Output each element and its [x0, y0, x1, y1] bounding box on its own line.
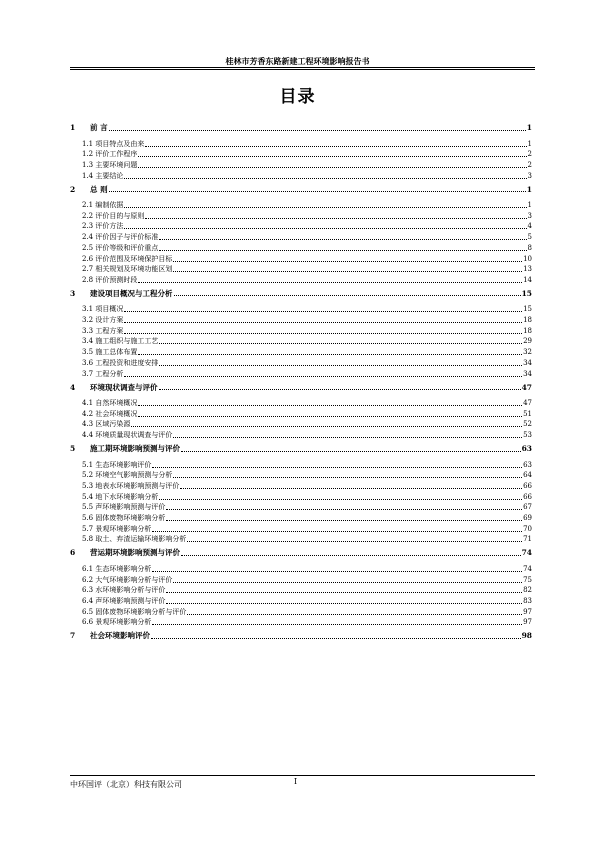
section-page-number: 70 — [523, 524, 532, 533]
leader-dots — [166, 602, 522, 604]
toc-section-entry[interactable] — [70, 338, 532, 345]
toc-chapter-entry[interactable] — [70, 384, 532, 392]
section-title: 1.2 评价工作程序 — [82, 150, 138, 159]
leader-dots — [173, 270, 522, 272]
chapter-label — [70, 290, 173, 298]
section-page-number: 2 — [527, 150, 532, 159]
chapter-number: 5 — [70, 444, 76, 454]
page-title: 目录 — [279, 87, 316, 107]
leader-dots — [109, 190, 526, 192]
toc-section-entry[interactable] — [70, 400, 532, 407]
chapter-title: 社会环境影响评价 — [90, 631, 150, 641]
toc-section-entry[interactable] — [70, 371, 532, 378]
chapter-label — [70, 384, 158, 392]
leader-dots — [124, 206, 526, 208]
section-title: 2.4 评价因子与评价标准 — [82, 233, 159, 242]
table-of-contents — [70, 120, 532, 649]
section-title: 5.4 地下水环境影响分析 — [82, 492, 159, 501]
toc-section-entry[interactable] — [70, 234, 532, 241]
chapter-title: 前 言 — [90, 123, 108, 132]
toc-section-entry[interactable] — [70, 245, 532, 252]
toc-section-entry[interactable] — [70, 317, 532, 324]
leader-dots — [159, 364, 522, 366]
chapter-label — [70, 445, 180, 453]
section-title: 4.2 社会环境概况 — [82, 409, 138, 418]
chapter-number: 7 — [70, 631, 76, 641]
section-page-number: 32 — [523, 348, 532, 357]
toc-section-entry[interactable] — [70, 306, 532, 313]
leader-dots — [138, 415, 522, 417]
section-page-number: 63 — [523, 460, 532, 469]
section-page-number: 1 — [527, 201, 532, 210]
leader-dots — [166, 508, 522, 510]
section-title: 3.1 项目概况 — [82, 305, 124, 314]
section-page-number: 51 — [523, 409, 532, 418]
chapter-title: 建设项目概况与工程分析 — [90, 288, 173, 298]
toc-section-entry[interactable] — [70, 494, 532, 501]
leader-dots — [166, 519, 522, 521]
chapter-page-number: 1 — [526, 184, 532, 194]
section-page-number: 4 — [527, 222, 532, 231]
section-page-number: 66 — [523, 492, 532, 501]
section-page-number: 18 — [523, 316, 532, 325]
chapter-number: 4 — [70, 382, 76, 392]
section-title: 3.6 工程投资和进度安排 — [82, 358, 159, 367]
leader-dots — [138, 353, 522, 355]
section-title: 6.3 水环境影响分析与评价 — [82, 586, 166, 595]
section-page-number: 8 — [527, 243, 532, 252]
section-page-number: 64 — [523, 471, 532, 480]
toc-section-entry[interactable] — [70, 566, 532, 573]
toc-chapter-entry[interactable] — [70, 549, 532, 557]
section-page-number: 97 — [523, 618, 532, 627]
section-title: 6.1 生态环境影响分析 — [82, 564, 152, 573]
toc-section-entry[interactable] — [70, 462, 532, 469]
toc-section-entry[interactable] — [70, 515, 532, 522]
chapter-title: 总 则 — [90, 184, 108, 194]
chapter-number: 2 — [70, 184, 76, 194]
section-title: 2.7 相关规划及环境功能区划 — [82, 265, 173, 274]
section-page-number: 97 — [523, 607, 532, 616]
section-title: 6.4 声环境影响预测与评价 — [82, 596, 166, 605]
leader-dots — [124, 227, 526, 229]
section-page-number: 75 — [523, 575, 532, 584]
chapter-page-number: 15 — [521, 288, 532, 298]
section-page-number: 53 — [523, 431, 532, 440]
toc-section-entry[interactable] — [70, 432, 532, 439]
toc-section-entry[interactable] — [70, 266, 532, 273]
section-page-number: 69 — [523, 514, 532, 522]
leader-dots — [159, 238, 526, 240]
section-title: 2.8 评价预测时段 — [82, 275, 138, 284]
footer-page-number: I — [294, 777, 298, 786]
toc-section-entry[interactable] — [70, 577, 532, 584]
section-title: 4.4 环境质量现状调查与评价 — [82, 431, 173, 440]
section-page-number: 67 — [523, 503, 532, 512]
chapter-title: 施工期环境影响预测与评价 — [90, 444, 180, 454]
section-title: 6.5 固体废物环境影响分析与评价 — [82, 607, 187, 616]
section-title: 5.3 地表水环境影响预测与评价 — [82, 481, 180, 490]
leader-dots — [173, 260, 522, 262]
toc-section-entry[interactable] — [70, 504, 532, 511]
leader-dots — [138, 404, 522, 406]
toc-section-entry[interactable] — [70, 360, 532, 367]
toc-section-entry[interactable] — [70, 411, 532, 418]
chapter-label — [70, 186, 108, 194]
leader-dots — [124, 332, 522, 334]
leader-dots — [152, 466, 522, 468]
chapter-number: 1 — [70, 123, 76, 132]
toc-section-entry[interactable] — [70, 151, 532, 158]
section-page-number: 15 — [523, 305, 532, 314]
chapter-page-number: 63 — [521, 444, 532, 454]
chapter-page-number: 1 — [526, 123, 532, 132]
toc-section-entry[interactable] — [70, 536, 532, 543]
leader-dots — [173, 581, 522, 583]
chapter-label — [70, 549, 180, 557]
toc-section-entry[interactable] — [70, 202, 532, 209]
toc-section-entry[interactable] — [70, 587, 532, 594]
leader-dots — [187, 613, 522, 615]
section-page-number: 3 — [527, 211, 532, 220]
leader-dots — [187, 540, 522, 542]
leader-dots — [131, 425, 522, 427]
toc-section-entry[interactable] — [70, 598, 532, 605]
leader-dots — [138, 155, 526, 157]
chapter-label — [70, 124, 108, 132]
section-title: 3.4 施工组织与施工工艺 — [82, 337, 159, 346]
leader-dots — [159, 498, 522, 500]
toc-section-entry[interactable] — [70, 256, 532, 263]
leader-dots — [145, 145, 526, 147]
section-page-number: 66 — [523, 481, 532, 490]
leader-dots — [124, 321, 522, 323]
section-title: 2.1 编制依据 — [82, 201, 124, 210]
leader-dots — [166, 591, 522, 593]
footer-rule — [70, 775, 535, 776]
section-title: 5.5 声环境影响预测与评价 — [82, 503, 166, 512]
toc-section-entry[interactable] — [70, 141, 532, 148]
toc-section-entry[interactable] — [70, 349, 532, 356]
toc-section-entry[interactable] — [70, 173, 532, 180]
leader-dots — [124, 375, 522, 377]
toc-section-entry[interactable] — [70, 277, 532, 284]
section-title: 2.2 评价目的与原则 — [82, 211, 145, 220]
section-page-number: 1 — [527, 139, 532, 148]
section-page-number: 71 — [523, 535, 532, 544]
section-page-number: 14 — [523, 275, 532, 284]
toc-section-entry[interactable] — [70, 609, 532, 616]
chapter-number: 3 — [70, 288, 76, 298]
toc-section-entry[interactable] — [70, 472, 532, 479]
chapter-title: 营运期环境影响预测与评价 — [90, 548, 180, 558]
section-title: 5.7 景观环境影响分析 — [82, 524, 152, 533]
leader-dots — [138, 281, 522, 283]
section-page-number: 82 — [523, 586, 532, 595]
toc-section-entry[interactable] — [70, 526, 532, 533]
toc-section-entry[interactable] — [70, 421, 532, 428]
leader-dots — [152, 623, 522, 625]
chapter-page-number: 74 — [521, 548, 532, 558]
toc-section-entry[interactable] — [70, 619, 532, 626]
chapter-page-number: 98 — [521, 631, 532, 641]
section-title: 5.2 环境空气影响预测与分析 — [82, 471, 173, 480]
section-page-number: 34 — [523, 369, 532, 378]
section-title: 3.2 设计方案 — [82, 316, 124, 325]
leader-dots — [173, 476, 522, 478]
toc-section-entry[interactable] — [70, 223, 532, 230]
chapter-title: 环境现状调查与评价 — [90, 382, 158, 392]
section-title: 1.4 主要结论 — [82, 171, 124, 180]
section-title: 5.1 生态环境影响评价 — [82, 460, 152, 469]
section-page-number: 74 — [523, 564, 532, 573]
running-header: 桂林市芳香东路新建工程环境影响报告书 — [225, 57, 370, 66]
toc-section-entry[interactable] — [70, 483, 532, 490]
section-title: 5.6 固体废物环境影响分析 — [82, 514, 166, 522]
section-title: 3.3 工程方案 — [82, 326, 124, 335]
leader-dots — [174, 294, 521, 296]
leader-dots — [138, 166, 526, 168]
toc-chapter-entry[interactable] — [70, 632, 532, 640]
section-page-number: 13 — [523, 265, 532, 274]
section-title: 2.5 评价等级和评价重点 — [82, 243, 159, 252]
leader-dots — [151, 637, 521, 639]
section-title: 1.3 主要环境问题 — [82, 160, 138, 169]
toc-chapter-entry[interactable] — [70, 445, 532, 453]
footer-company: 中环国评（北京）科技有限公司 — [70, 780, 182, 789]
section-title: 4.3 区域污染源 — [82, 420, 131, 429]
header-rule — [70, 67, 535, 70]
leader-dots — [159, 342, 522, 344]
section-title: 4.1 自然环境概况 — [82, 399, 138, 407]
toc-section-entry[interactable] — [70, 162, 532, 169]
leader-dots — [159, 249, 526, 251]
section-page-number: 3 — [527, 171, 532, 180]
leader-dots — [180, 487, 522, 489]
section-title: 3.5 施工总体布置 — [82, 348, 138, 357]
section-title: 6.2 大气环境影响分析与评价 — [82, 575, 173, 584]
section-title: 1.1 项目特点及由来 — [82, 139, 145, 148]
toc-chapter-entry[interactable] — [70, 290, 532, 298]
section-title: 2.6 评价范围及环境保护目标 — [82, 254, 173, 263]
chapter-number: 6 — [70, 548, 76, 558]
leader-dots — [181, 554, 521, 556]
leader-dots — [109, 129, 526, 131]
toc-section-entry[interactable] — [70, 213, 532, 220]
leader-dots — [124, 177, 526, 179]
leader-dots — [124, 310, 522, 312]
section-page-number: 18 — [523, 326, 532, 335]
leader-dots — [159, 388, 521, 390]
section-page-number: 83 — [523, 596, 532, 605]
section-page-number: 10 — [523, 254, 532, 263]
toc-section-entry[interactable] — [70, 328, 532, 335]
leader-dots — [145, 217, 526, 219]
section-page-number: 34 — [523, 358, 532, 367]
leader-dots — [181, 450, 521, 452]
toc-chapter-entry[interactable] — [70, 186, 532, 194]
section-page-number: 47 — [523, 399, 532, 407]
section-page-number: 29 — [523, 337, 532, 346]
section-title: 2.3 评价方法 — [82, 222, 124, 231]
section-page-number: 52 — [523, 420, 532, 429]
chapter-label — [70, 632, 150, 640]
leader-dots — [152, 530, 522, 532]
section-page-number: 5 — [527, 233, 532, 242]
section-title: 3.7 工程分析 — [82, 369, 124, 378]
chapter-page-number: 47 — [521, 382, 532, 392]
section-page-number: 2 — [527, 160, 532, 169]
leader-dots — [152, 570, 522, 572]
toc-chapter-entry[interactable] — [70, 124, 532, 132]
section-title: 5.8 取土、弃渣运输环境影响分析 — [82, 535, 187, 544]
leader-dots — [173, 436, 522, 438]
section-title: 6.6 景观环境影响分析 — [82, 618, 152, 627]
